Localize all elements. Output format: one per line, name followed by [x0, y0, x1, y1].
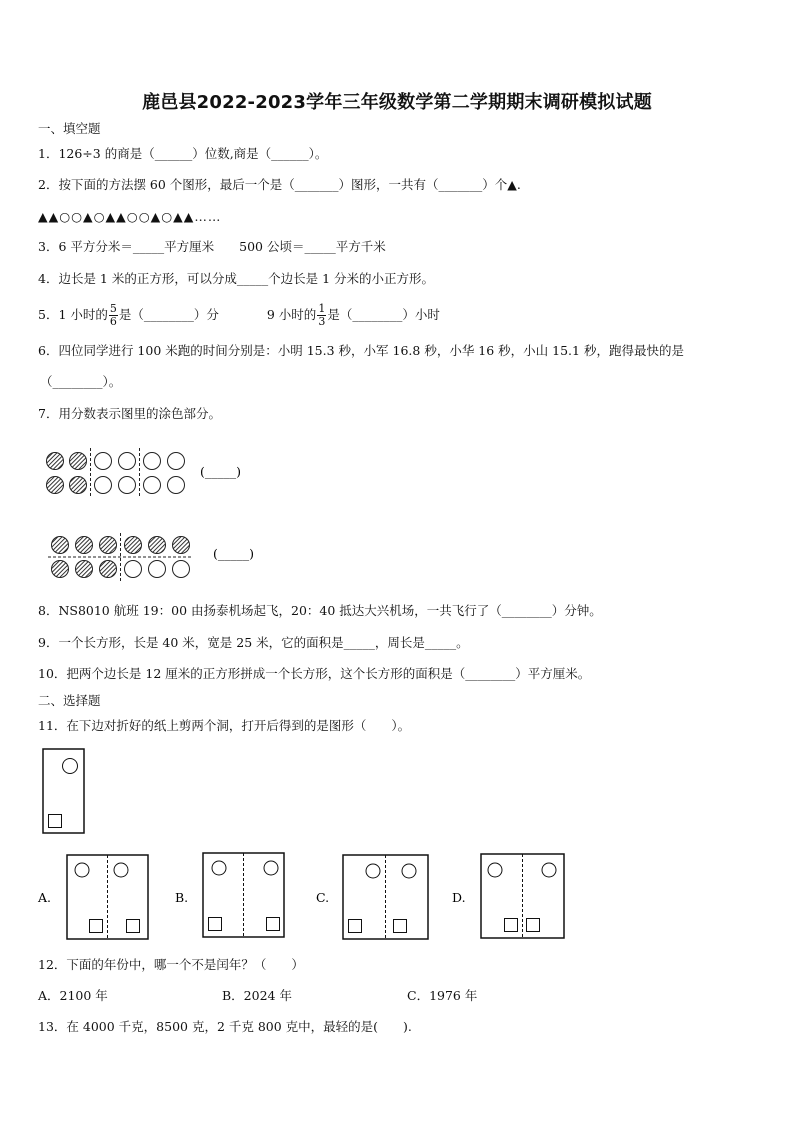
question-4: 4．边长是 1 米的正方形，可以分成_____个边长是 1 分米的小正方形。	[38, 271, 435, 286]
page-title: 鹿邑县2022-2023学年三年级数学第二学期期末调研模拟试题	[142, 92, 652, 113]
question-10: 10．把两个边长是 12 厘米的正方形拼成一个长方形，这个长方形的面积是（________）平方厘米。	[38, 666, 591, 681]
question-9: 9．一个长方形，长是 40 米，宽是 25 米，它的面积是_____，周长是_____。	[38, 635, 469, 650]
question-12: 12．下面的年份中，哪一个不是闰年？（ ）	[38, 957, 304, 972]
q11-option-a-figure	[67, 855, 148, 939]
question-1: 1．126÷3 的商是（______）位数,商是（______）。	[38, 146, 328, 161]
q12-option-a: A．2100 年	[38, 988, 108, 1003]
q11-option-d-label: D.	[452, 890, 466, 905]
q11-option-d-figure	[481, 854, 564, 938]
question-5b-prefix: 9 小时的	[266, 307, 317, 322]
q11-option-c-label: C.	[316, 890, 330, 905]
question-5a-prefix: 5．1 小时的	[38, 307, 108, 322]
fraction-denominator: 6	[109, 315, 117, 328]
q11-folded-paper	[43, 749, 84, 833]
fraction-numerator: 5	[109, 302, 117, 315]
q11-option-a-label: A.	[38, 890, 52, 905]
q11-option-b-figure	[203, 853, 284, 937]
question-8: 8．NS8010 航班 19：00 由扬泰机场起飞，20：40 抵达大兴机场，一共飞行了（________）分钟。	[38, 603, 602, 618]
question-6: 6．四位同学进行 100 米跑的时间分别是：小明 15.3 秒，小军 16.8 秒，小华 16 秒，小山 15.1 秒，跑得最快的是	[38, 343, 684, 358]
question-5a-suffix: 是（________）分	[118, 307, 219, 322]
q11-option-b-label: B.	[175, 890, 189, 905]
question-2-shape-sequence: ▲▲○○▲○▲▲○○▲○▲▲……	[38, 209, 222, 224]
question-13: 13．在 4000 千克，8500 克，2 千克 800 克中，最轻的是( ).	[38, 1019, 412, 1034]
q12-option-c: C．1976 年	[407, 988, 478, 1003]
question-7: 7．用分数表示图里的涂色部分。	[38, 406, 221, 421]
section-heading-multiple-choice: 二、选择题	[38, 693, 101, 708]
section-heading-fill-blank: 一、填空题	[38, 121, 101, 136]
question-11: 11．在下边对折好的纸上剪两个洞，打开后得到的是图形（ ）。	[38, 718, 411, 733]
q11-option-c-figure	[343, 855, 428, 939]
q12-option-b: B．2024 年	[222, 988, 292, 1003]
fraction-numerator: 1	[318, 302, 326, 315]
q7-answer-blank-1: (_____)	[200, 464, 242, 479]
question-3: 3．6 平方分米＝_____平方厘米 500 公顷＝_____平方千米	[38, 239, 386, 254]
question-2: 2．按下面的方法摆 60 个图形，最后一个是（_______）图形，一共有（_______）个▲.	[38, 177, 521, 192]
question-5b-suffix: 是（________）小时	[327, 307, 440, 322]
fraction-denominator: 3	[318, 315, 326, 328]
q7-answer-blank-2: (_____)	[213, 546, 255, 561]
question-6-answer: （________）。	[40, 374, 122, 389]
q7-circle-group-1	[47, 448, 185, 498]
q7-circle-group-2	[48, 533, 193, 581]
